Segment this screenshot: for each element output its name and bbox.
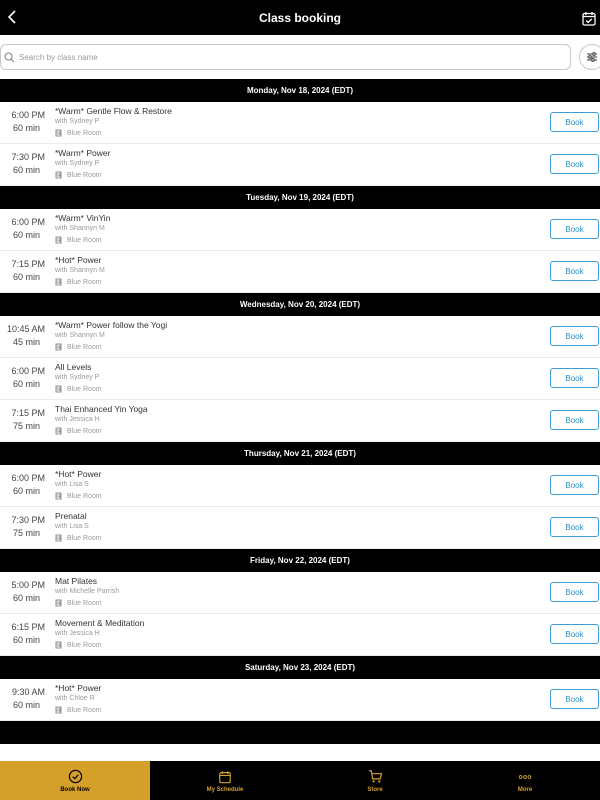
class-name: *Hot* Power <box>55 683 102 693</box>
class-name: *Hot* Power <box>55 255 102 265</box>
class-teacher: with Sydney P <box>55 374 100 381</box>
filter-button[interactable] <box>579 44 600 70</box>
day-group <box>0 186 600 293</box>
class-room-label: Blue Room <box>67 278 102 286</box>
door-icon <box>55 706 62 714</box>
class-duration: 45 min <box>12 337 40 347</box>
book-button[interactable]: Book <box>550 689 599 709</box>
tab-label: Store <box>367 786 383 793</box>
book-button[interactable]: Book <box>550 517 599 537</box>
class-time: 6:00 PM <box>11 110 45 120</box>
day-header <box>0 79 600 102</box>
class-row[interactable] <box>0 316 600 358</box>
class-room-label: Blue Room <box>67 599 102 607</box>
search-box <box>0 44 571 70</box>
back-button[interactable] <box>2 6 24 28</box>
door-icon <box>55 385 62 393</box>
class-room-label: Blue Room <box>67 492 102 500</box>
day-header <box>0 656 600 679</box>
class-duration: 60 min <box>12 379 40 389</box>
book-button[interactable]: Book <box>550 261 599 281</box>
day-sessions <box>0 679 600 721</box>
book-button[interactable]: Book <box>550 368 599 388</box>
book-button[interactable]: Book <box>550 475 599 495</box>
door-icon <box>55 236 62 244</box>
sliders-icon <box>586 51 598 63</box>
class-room <box>55 385 102 393</box>
class-room-label: Blue Room <box>67 427 102 435</box>
schedule-list[interactable] <box>0 79 600 761</box>
door-icon <box>55 599 62 607</box>
class-teacher: with Shannyn M <box>55 267 105 274</box>
book-button[interactable]: Book <box>550 410 599 430</box>
class-duration: 60 min <box>12 230 40 240</box>
day-header <box>0 293 600 316</box>
day-header-next <box>0 721 600 744</box>
class-name: Prenatal <box>55 511 87 521</box>
class-row[interactable] <box>0 465 600 507</box>
class-duration: 75 min <box>12 528 40 538</box>
door-icon <box>55 278 62 286</box>
day-sessions <box>0 465 600 549</box>
class-name: Mat Pilates <box>55 576 98 586</box>
class-duration: 60 min <box>12 700 40 710</box>
door-icon <box>55 534 62 542</box>
class-time: 7:15 PM <box>11 408 45 418</box>
class-duration: 60 min <box>12 593 40 603</box>
day-header <box>0 549 600 572</box>
door-icon <box>55 171 62 179</box>
class-teacher: with Michelle Parrish <box>55 588 120 595</box>
day-header <box>0 186 600 209</box>
book-button[interactable]: Book <box>550 154 599 174</box>
class-room <box>55 129 102 137</box>
class-teacher: with Chloe R <box>55 695 95 702</box>
book-button[interactable]: Book <box>550 326 599 346</box>
day-sessions <box>0 316 600 442</box>
tab-label: Book Now <box>60 786 90 793</box>
class-duration: 75 min <box>12 421 40 431</box>
class-teacher: with Shannyn M <box>55 332 105 339</box>
class-teacher: with Lisa S <box>55 481 89 488</box>
class-room <box>55 492 102 500</box>
day-sessions <box>0 209 600 293</box>
class-teacher: with Jessica H <box>55 416 100 423</box>
class-name: *Warm* Power follow the Yogi <box>55 320 168 330</box>
class-room-label: Blue Room <box>67 236 102 244</box>
tab-store[interactable] <box>300 761 450 800</box>
more-dots-icon <box>517 769 533 785</box>
book-button[interactable]: Book <box>550 112 599 132</box>
class-room <box>55 706 102 714</box>
class-name: All Levels <box>55 362 92 372</box>
class-room <box>55 599 102 607</box>
class-duration: 60 min <box>12 165 40 175</box>
search-input[interactable] <box>19 53 539 62</box>
class-name: *Warm* Power <box>55 148 111 158</box>
class-teacher: with Lisa S <box>55 523 89 530</box>
day-group <box>0 656 600 721</box>
top-bar <box>0 0 600 35</box>
class-row[interactable] <box>0 144 600 186</box>
day-sessions <box>0 102 600 186</box>
calendar-button[interactable] <box>578 7 600 29</box>
class-time: 5:00 PM <box>11 580 45 590</box>
class-time: 10:45 AM <box>6 324 45 334</box>
class-room <box>55 534 102 542</box>
book-button[interactable]: Book <box>550 219 599 239</box>
cart-icon <box>367 769 383 785</box>
class-room-label: Blue Room <box>67 385 102 393</box>
class-row[interactable] <box>0 679 600 721</box>
class-teacher: with Sydney P <box>55 160 100 167</box>
class-row[interactable] <box>0 507 600 549</box>
class-row[interactable] <box>0 251 600 293</box>
class-room <box>55 343 102 351</box>
class-row[interactable] <box>0 400 600 442</box>
class-row[interactable] <box>0 209 600 251</box>
door-icon <box>55 492 62 500</box>
class-duration: 60 min <box>12 635 40 645</box>
door-icon <box>55 129 62 137</box>
class-name: Thai Enhanced Yin Yoga <box>55 404 148 414</box>
class-teacher: with Jessica H <box>55 630 100 637</box>
class-room <box>55 236 102 244</box>
class-room-label: Blue Room <box>67 534 102 542</box>
class-teacher: with Shannyn M <box>55 225 105 232</box>
class-room-label: Blue Room <box>67 171 102 179</box>
day-label: Thursday, Nov 21, 2024 (EDT) <box>244 449 356 458</box>
class-row[interactable] <box>0 614 600 656</box>
class-room <box>55 427 102 435</box>
class-time: 7:15 PM <box>11 259 45 269</box>
tab-label: More <box>517 786 533 793</box>
day-label: Friday, Nov 22, 2024 (EDT) <box>250 556 350 565</box>
class-time: 6:00 PM <box>11 473 45 483</box>
search-bar <box>0 35 600 79</box>
tab-my-schedule[interactable] <box>150 761 300 800</box>
class-room <box>55 171 102 179</box>
day-group <box>0 293 600 442</box>
check-circle-icon <box>67 769 83 785</box>
day-label: Tuesday, Nov 19, 2024 (EDT) <box>246 193 354 202</box>
door-icon <box>55 641 62 649</box>
class-time: 7:30 PM <box>11 515 45 525</box>
class-teacher: with Sydney P <box>55 118 100 125</box>
class-name: *Hot* Power <box>55 469 102 479</box>
day-group <box>0 79 600 186</box>
class-room-label: Blue Room <box>67 343 102 351</box>
class-time: 6:00 PM <box>11 366 45 376</box>
class-room-label: Blue Room <box>67 641 102 649</box>
tab-label: My Schedule <box>206 786 244 793</box>
class-room-label: Blue Room <box>67 706 102 714</box>
class-room-label: Blue Room <box>67 129 102 137</box>
class-row[interactable] <box>0 102 600 144</box>
day-group <box>0 549 600 656</box>
calendar-check-icon <box>582 11 596 26</box>
class-row[interactable] <box>0 358 600 400</box>
class-room <box>55 641 102 649</box>
calendar-icon <box>217 769 233 785</box>
class-time: 9:30 AM <box>11 687 45 697</box>
search-icon <box>4 52 15 63</box>
day-sessions <box>0 572 600 656</box>
class-time: 7:30 PM <box>11 152 45 162</box>
tab-book-now[interactable] <box>0 761 150 800</box>
day-label: Saturday, Nov 23, 2024 (EDT) <box>244 663 356 672</box>
day-header <box>0 442 600 465</box>
class-duration: 60 min <box>12 123 40 133</box>
class-room <box>55 278 102 286</box>
day-group <box>0 442 600 549</box>
class-time: 6:15 PM <box>11 622 45 632</box>
class-time: 6:00 PM <box>11 217 45 227</box>
chevron-left-icon <box>7 10 19 24</box>
tab-more[interactable] <box>450 761 600 800</box>
class-name: Movement & Meditation <box>55 618 145 628</box>
book-button[interactable]: Book <box>550 624 599 644</box>
book-button[interactable]: Book <box>550 582 599 602</box>
day-label: Wednesday, Nov 20, 2024 (EDT) <box>239 300 361 309</box>
class-duration: 60 min <box>12 486 40 496</box>
page-title: Class booking <box>258 10 341 25</box>
class-name: *Warm* VinYin <box>55 213 111 223</box>
door-icon <box>55 427 62 435</box>
door-icon <box>55 343 62 351</box>
day-label: Monday, Nov 18, 2024 (EDT) <box>246 86 354 95</box>
bottom-tab-bar <box>0 761 600 800</box>
class-row[interactable] <box>0 572 600 614</box>
class-duration: 60 min <box>12 272 40 282</box>
class-name: *Warm* Gentle Flow & Restore <box>55 106 172 116</box>
